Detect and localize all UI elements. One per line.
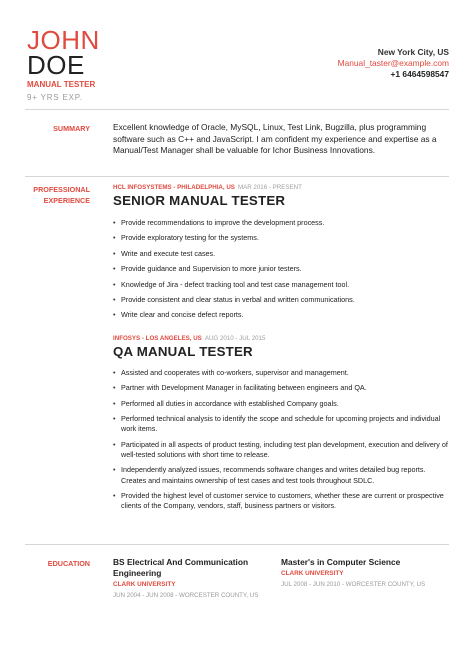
job-title: SENIOR MANUAL TESTER <box>113 193 286 208</box>
summary-divider <box>25 176 449 177</box>
experience-label <box>26 184 90 206</box>
job-bullets <box>113 218 448 321</box>
job-bullet: • Provide exploratory testing for the systems. <box>113 233 448 243</box>
education-dates: JUL 2008 - JUN 2010 - WORCESTER COUNTY, US <box>281 581 426 588</box>
experience-label-line2: EXPERIENCE <box>43 196 90 205</box>
education-degree: BS Electrical And Communication Engineering <box>113 557 249 578</box>
job-title: QA MANUAL TESTER <box>113 344 253 359</box>
job-bullet: • Performed all duties in accordance with established Company goals. <box>113 399 448 409</box>
education-school: CLARK UNIVERSITY <box>113 581 176 588</box>
experience-label-line1: PROFESSIONAL <box>33 185 90 194</box>
job-company: INFOSYS - LOS ANGELES, US <box>113 335 202 342</box>
contact-city: New York City, US <box>377 47 449 57</box>
job-bullet: • Independently analyzed issues, recommends software changes and writes detailed bug reports. Creates and maintains ownership of test cases and test tools throughout SDLC. <box>113 465 448 485</box>
job-bullet: • Provide consistent and clear status in verbal and written communications. <box>113 295 448 305</box>
job-bullet: • Provide guidance and Supervision to more junior testers. <box>113 264 448 274</box>
job-meta <box>113 184 302 191</box>
job-bullet: • Performed technical analysis to identify the scope and schedule for upcoming projects and individual work items. <box>113 414 448 434</box>
job-bullet: • Participated in all aspects of product testing, including test plan development, execution and delivery of well-tested solutions with short time to release. <box>113 440 448 460</box>
education-item <box>113 557 273 600</box>
header-divider <box>25 109 449 110</box>
job-role: MANUAL TESTER <box>27 80 96 89</box>
job-bullet: • Provided the highest level of customer service to customers, whether these are current or prospective clients of the Company, vendors, staff, business partners or visitors. <box>113 491 448 511</box>
job-bullet: • Knowledge of Jira - defect tracking tool and test case management tool. <box>113 280 448 290</box>
job-bullet: • Assisted and cooperates with co-workers, supervisor and management. <box>113 368 448 378</box>
job-dates: AUG 2010 - JUL 2015 <box>204 335 266 342</box>
job-company: HCL INFOSYSTEMS - PHILADELPHIA, US <box>113 184 235 191</box>
contact-email[interactable]: Manual_taster@example.com <box>337 58 449 68</box>
contact-block <box>338 47 449 80</box>
education-dates: JUN 2004 - JUN 2008 - WORCESTER COUNTY, US <box>113 592 259 599</box>
job-meta <box>113 335 265 342</box>
job-dates: MAR 2016 - PRESENT <box>237 184 302 191</box>
experience-divider <box>25 544 449 545</box>
contact-phone: +1 6464598547 <box>390 69 449 79</box>
first-name: JOHN <box>27 25 100 55</box>
job-bullet: • Write and execute test cases. <box>113 249 448 259</box>
summary-text: Excellent knowledge of Oracle, MySQL, Linux, Test Link, Bugzilla, plus programming software such as C++ and JavaScript. I am confident my experience and expertise as a Manual/Test Manager shall be valuable for Ichor Business Innovations. <box>113 122 437 156</box>
job-bullet: • Partner with Development Manager in facilitating between engineers and QA. <box>113 383 448 393</box>
education-degree: Master's in Computer Science <box>281 557 401 567</box>
years-experience: 9+ YRS EXP. <box>27 93 83 102</box>
job-bullet: • Write clear and concise defect reports. <box>113 310 448 320</box>
education-item <box>281 557 451 589</box>
last-name: DOE <box>27 50 85 80</box>
job-bullet: • Provide recommendations to improve the development process. <box>113 218 448 228</box>
education-school: CLARK UNIVERSITY <box>281 570 344 577</box>
job-bullets <box>113 368 448 511</box>
summary-label: SUMMARY <box>53 124 90 133</box>
education-label: EDUCATION <box>47 559 90 568</box>
